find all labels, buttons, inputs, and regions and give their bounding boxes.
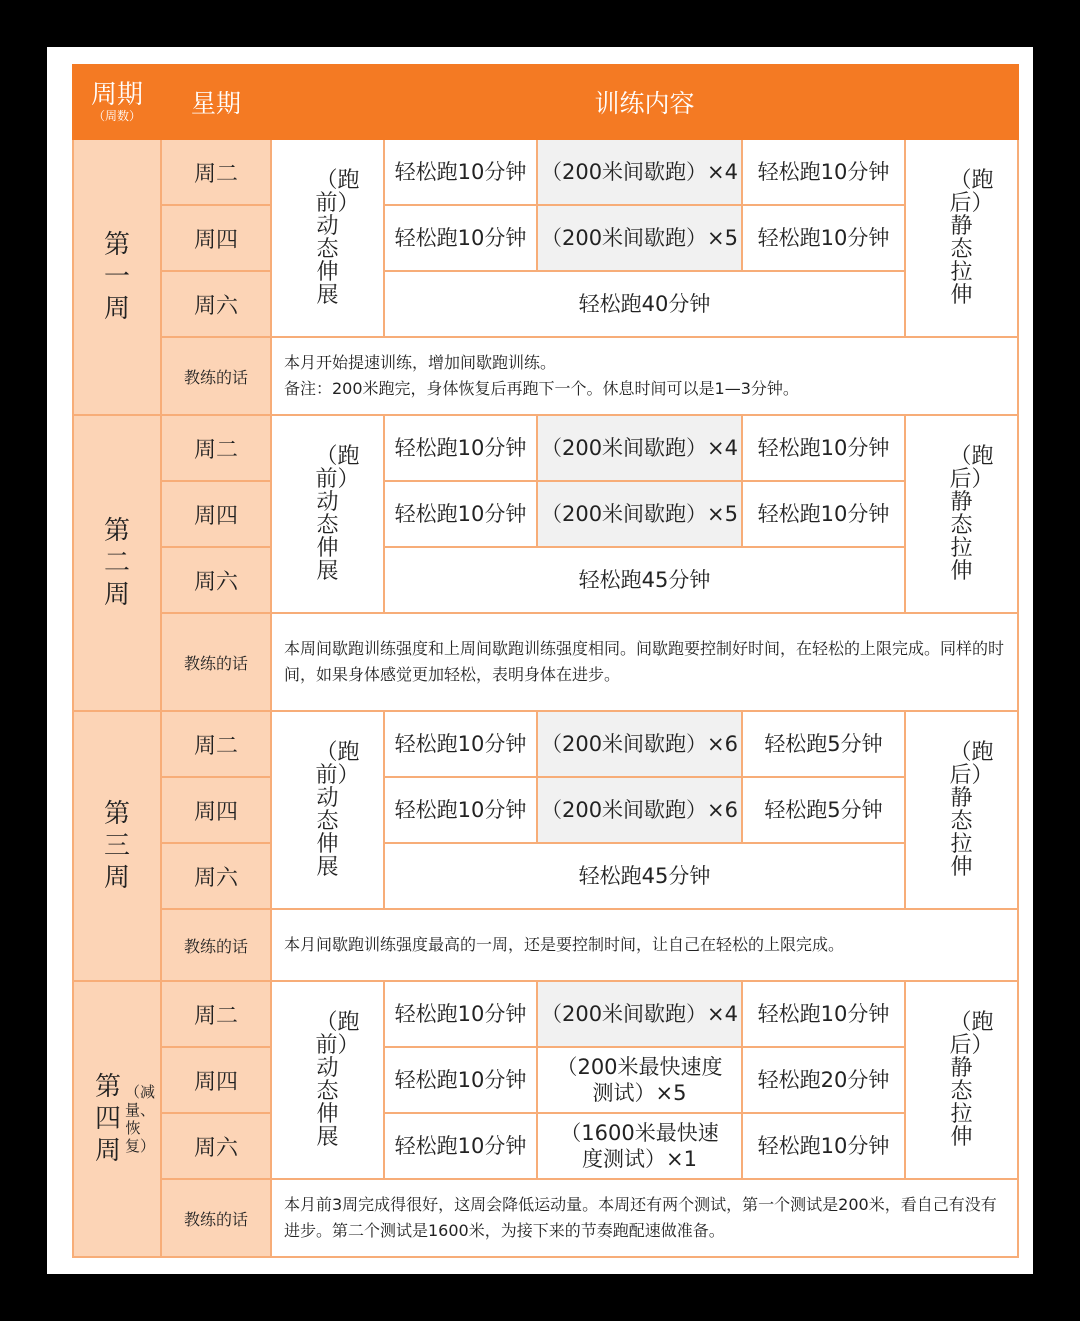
easy-run-cell: 轻松跑20分钟	[742, 1047, 905, 1113]
post-run-text: （跑后）静态拉伸	[949, 1010, 994, 1150]
coach-row	[73, 613, 1018, 711]
week-label	[73, 415, 161, 711]
easy-run-cell: 轻松跑10分钟	[384, 481, 537, 547]
interval-cell: （1600米最快速度测试）×1	[537, 1113, 742, 1179]
easy-run-cell: 轻松跑10分钟	[384, 777, 537, 843]
interval-cell: （200米间歇跑）×4	[537, 139, 742, 205]
pre-run-stretch	[271, 981, 384, 1179]
pre-run-stretch	[271, 415, 384, 613]
header-day: 星期	[161, 65, 271, 139]
day-cell: 周六	[161, 1113, 271, 1179]
coach-row	[73, 337, 1018, 415]
day-cell: 周四	[161, 205, 271, 271]
post-run-stretch	[905, 981, 1018, 1179]
easy-run-cell: 轻松跑10分钟	[742, 481, 905, 547]
week-row	[73, 271, 1018, 337]
coach-label: 教练的话	[161, 337, 271, 415]
coach-note-line: 备注：200米跑完，身体恢复后再跑下一个。休息时间可以是1—3分钟。	[284, 379, 799, 398]
easy-run-cell: 轻松跑10分钟	[742, 981, 905, 1047]
easy-run-cell: 轻松跑10分钟	[384, 205, 537, 271]
week-row	[73, 139, 1018, 205]
post-run-stretch	[905, 415, 1018, 613]
header-period	[73, 65, 161, 139]
week-row	[73, 205, 1018, 271]
week-row	[73, 843, 1018, 909]
easy-run-cell: 轻松跑5分钟	[742, 777, 905, 843]
pre-run-stretch	[271, 711, 384, 909]
interval-cell: （200米间歇跑）×6	[537, 777, 742, 843]
week-label-text: 第三周	[103, 799, 130, 893]
week-row	[73, 1047, 1018, 1113]
easy-run-cell: 轻松跑10分钟	[384, 711, 537, 777]
easy-run-cell: 轻松跑10分钟	[384, 415, 537, 481]
week-label-text: 第二周	[103, 516, 130, 610]
post-run-text: （跑后）静态拉伸	[949, 168, 994, 308]
long-run-cell: 轻松跑40分钟	[384, 271, 905, 337]
easy-run-cell: 轻松跑10分钟	[742, 1113, 905, 1179]
interval-cell: （200米间歇跑）×4	[537, 415, 742, 481]
coach-label: 教练的话	[161, 1179, 271, 1257]
coach-note	[271, 613, 1018, 711]
interval-cell: （200米间歇跑）×5	[537, 481, 742, 547]
interval-cell: （200米间歇跑）×4	[537, 981, 742, 1047]
week-label-note: （减量、恢复）	[125, 1083, 156, 1155]
post-run-stretch	[905, 711, 1018, 909]
day-cell: 周六	[161, 843, 271, 909]
coach-note	[271, 909, 1018, 981]
coach-label: 教练的话	[161, 909, 271, 981]
week-label-text: 第四周	[94, 1072, 121, 1166]
long-run-cell: 轻松跑45分钟	[384, 547, 905, 613]
coach-note	[271, 1179, 1018, 1257]
week-row	[73, 777, 1018, 843]
week-label	[73, 139, 161, 415]
header-period-sub: （周数）	[92, 109, 141, 123]
day-cell: 周二	[161, 711, 271, 777]
week-row	[73, 547, 1018, 613]
easy-run-cell: 轻松跑10分钟	[742, 139, 905, 205]
week-row	[73, 415, 1018, 481]
day-cell: 周二	[161, 139, 271, 205]
easy-run-cell: 轻松跑10分钟	[384, 1113, 537, 1179]
pre-run-stretch	[271, 139, 384, 337]
post-run-stretch	[905, 139, 1018, 337]
coach-note-line: 本月开始提速训练，增加间歇跑训练。	[284, 353, 557, 372]
pre-run-text: （跑前）动态伸展	[315, 1010, 360, 1150]
day-cell: 周二	[161, 981, 271, 1047]
coach-note-line: 本周间歇跑训练强度和上周间歇跑训练强度相同。间歇跑要控制好时间，在轻松的上限完成。同样的时间，如果身体感觉更加轻松，表明身体在进步。	[284, 639, 1005, 684]
interval-cell: （200米最快速度测试）×5	[537, 1047, 742, 1113]
coach-note	[271, 337, 1018, 415]
easy-run-cell: 轻松跑10分钟	[742, 415, 905, 481]
day-cell: 周六	[161, 547, 271, 613]
easy-run-cell: 轻松跑10分钟	[384, 1047, 537, 1113]
easy-run-cell: 轻松跑10分钟	[742, 205, 905, 271]
day-cell: 周二	[161, 415, 271, 481]
day-cell: 周四	[161, 481, 271, 547]
coach-row	[73, 909, 1018, 981]
interval-cell: （200米间歇跑）×5	[537, 205, 742, 271]
interval-cell: （200米间歇跑）×6	[537, 711, 742, 777]
week-label-text: 第一周	[103, 230, 130, 324]
coach-label: 教练的话	[161, 613, 271, 711]
day-cell: 周四	[161, 1047, 271, 1113]
pre-run-text: （跑前）动态伸展	[315, 168, 360, 308]
table-header	[73, 65, 1018, 139]
week-label	[73, 981, 161, 1257]
week-row	[73, 481, 1018, 547]
week-row	[73, 1113, 1018, 1179]
coach-row	[73, 1179, 1018, 1257]
post-run-text: （跑后）静态拉伸	[949, 740, 994, 880]
coach-note-line: 本月前3周完成得很好，这周会降低运动量。本周还有两个测试，第一个测试是200米，看自己有没有进步。第二个测试是1600米，为接下来的节奏跑配速做准备。	[284, 1195, 997, 1240]
table-body	[73, 139, 1018, 1257]
coach-note-line: 本月间歇跑训练强度最高的一周，还是要控制时间，让自己在轻松的上限完成。	[284, 935, 845, 954]
week-label	[73, 711, 161, 981]
training-plan-table	[72, 64, 1019, 1258]
easy-run-cell: 轻松跑10分钟	[384, 981, 537, 1047]
pre-run-text: （跑前）动态伸展	[315, 444, 360, 584]
week-row	[73, 711, 1018, 777]
long-run-cell: 轻松跑45分钟	[384, 843, 905, 909]
day-cell: 周四	[161, 777, 271, 843]
pre-run-text: （跑前）动态伸展	[315, 740, 360, 880]
header-period-label: 周期	[90, 80, 143, 110]
post-run-text: （跑后）静态拉伸	[949, 444, 994, 584]
easy-run-cell: 轻松跑5分钟	[742, 711, 905, 777]
day-cell: 周六	[161, 271, 271, 337]
easy-run-cell: 轻松跑10分钟	[384, 139, 537, 205]
week-row	[73, 981, 1018, 1047]
header-content: 训练内容	[271, 65, 1018, 139]
